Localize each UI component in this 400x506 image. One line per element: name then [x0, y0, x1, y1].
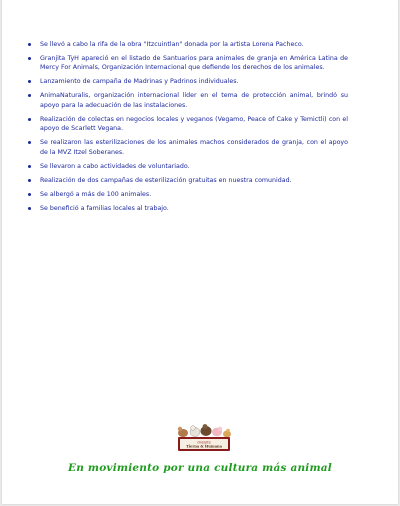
list-item: [28, 54, 348, 73]
bullet-icon: [28, 80, 31, 83]
animals-illustration: [178, 424, 231, 437]
bullet-icon: [28, 207, 31, 210]
logo-line2: Tierna & Humana: [186, 444, 222, 449]
list-item: [28, 204, 348, 213]
achievements-list: [28, 40, 348, 218]
list-item-text: Lanzamiento de campaña de Madrinas y Padrinos individuales.: [40, 78, 239, 86]
list-item-text: Granjita TyH apareció en el listado de Santuarios para animales de granja en América Latina de Mercy For Animals, Organización Internacional que defiende los derechos de los animales.: [40, 55, 348, 72]
list-item-text: Realización de dos campañas de esterilización gratuitas en nuestra comunidad.: [40, 176, 292, 184]
list-item-text: Se albergó a más de 100 animales.: [40, 190, 152, 198]
bullet-icon: [28, 57, 31, 60]
slogan: En movimiento por una cultura más animal: [68, 462, 332, 474]
list-item: [28, 77, 348, 86]
list-item: [28, 91, 348, 110]
bullet-icon: [28, 94, 31, 97]
bullet-icon: [28, 193, 31, 196]
list-item-text: Se llevaron a cabo actividades de voluntariado.: [40, 162, 190, 170]
list-item-text: Se benefició a familias locales al trabajo.: [40, 204, 169, 212]
list-item-text: Realización de colectas en negocios locales y veganos (Vegamo, Peace of Cake y Temictli) con el apoyo de Scarlett Vegana.: [40, 115, 348, 133]
document-page: [2, 0, 398, 504]
bullet-icon: [28, 118, 31, 121]
list-item: [28, 40, 348, 49]
granjita-logo: [174, 422, 234, 454]
list-item-text: Se realizaron las esterilizaciones de los animales machos considerados de granja, con el apoyo de la MVZ Itzel Soberanes.: [40, 139, 348, 156]
bullet-icon: [28, 43, 31, 46]
list-item: [28, 138, 348, 157]
list-item: [28, 115, 348, 134]
list-item: [28, 162, 348, 171]
list-item-text: AnimaNaturalis, organización internacional líder en el tema de protección animal, brindó su apoyo para la adecuación de las instalaciones.: [40, 92, 348, 109]
list-item: [28, 176, 348, 185]
bullet-icon: [28, 179, 31, 182]
logo-line1: Granjita: [197, 440, 211, 445]
list-item-text: Se llevó a cabo la rifa de la obra "Itzcuintlan" donada por la artista Lorena Pacheco.: [40, 41, 304, 48]
list-item: [28, 190, 348, 199]
bullet-icon: [28, 165, 31, 168]
bullet-icon: [28, 141, 31, 144]
